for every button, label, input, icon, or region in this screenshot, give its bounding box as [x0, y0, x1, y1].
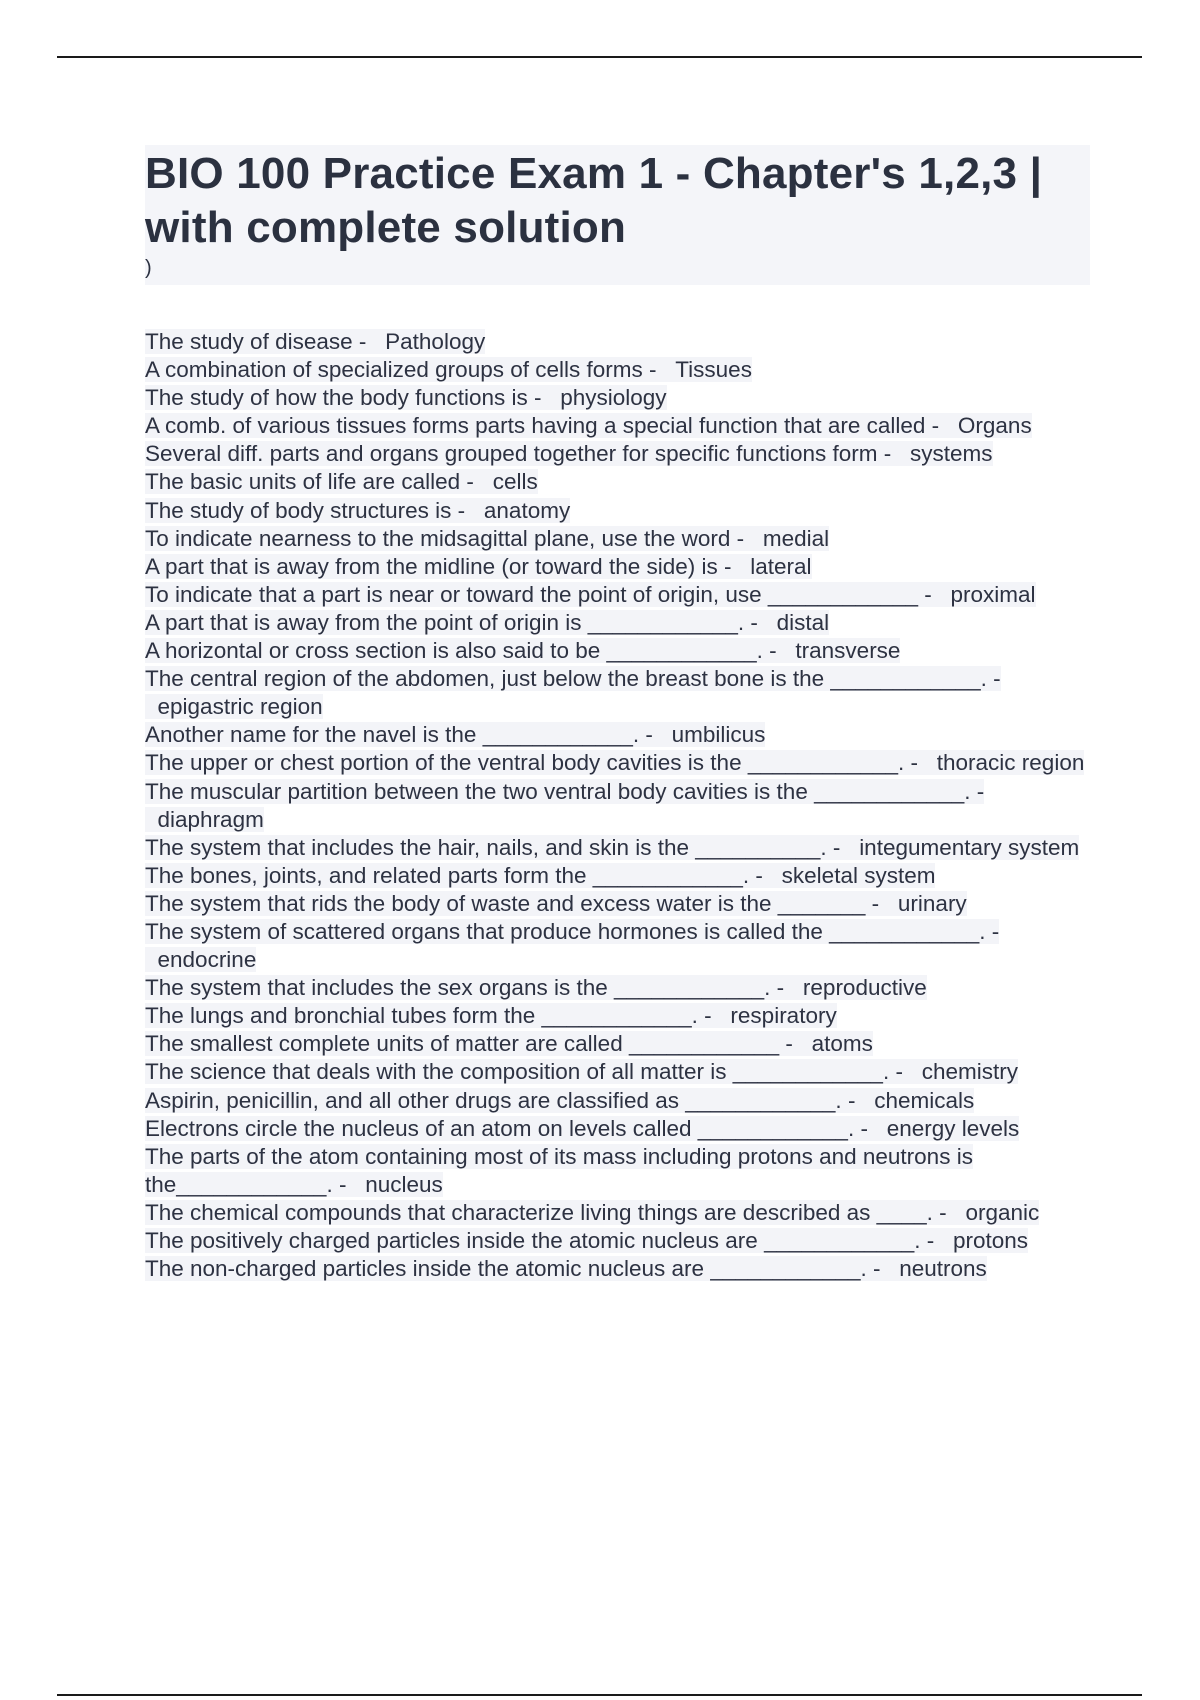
answer-text: umbilicus	[671, 722, 766, 748]
list-item	[145, 665, 1105, 721]
list-item-text	[145, 1256, 987, 1281]
list-item-text	[145, 863, 935, 888]
list-item	[145, 834, 1105, 862]
list-item-text	[145, 722, 765, 747]
list-item-text	[145, 750, 1084, 775]
list-item-text	[145, 526, 829, 551]
question-text: The smallest complete units of matter are called ____________ -	[145, 1031, 800, 1057]
answer-text: proximal	[950, 581, 1036, 607]
answer-text: epigastric region	[157, 694, 323, 720]
answer-text: organic	[965, 1199, 1040, 1225]
list-item-text	[145, 1116, 1019, 1141]
list-item-text	[145, 919, 999, 972]
answer-text: systems	[910, 441, 993, 467]
answer-text: energy levels	[886, 1115, 1020, 1141]
answer-text: neutrons	[899, 1256, 987, 1282]
list-item	[145, 1030, 1105, 1058]
list-item	[145, 356, 1105, 384]
answer-text: respiratory	[730, 1003, 837, 1029]
question-text: To indicate nearness to the midsagittal plane, use the word -	[145, 525, 751, 551]
list-item	[145, 1143, 1105, 1199]
list-item	[145, 749, 1105, 777]
list-item-text	[145, 582, 1036, 607]
question-text: The system that rids the body of waste and excess water is the _______ -	[145, 890, 886, 916]
question-text: The non-charged particles inside the atomic nucleus are ____________. -	[145, 1256, 887, 1282]
question-text: The positively charged particles inside the atomic nucleus are ____________. -	[145, 1228, 941, 1253]
answer-text: lateral	[750, 553, 812, 579]
list-item-text	[145, 1003, 837, 1028]
answer-text: chemistry	[921, 1059, 1018, 1085]
question-text: The basic units of life are called -	[145, 469, 481, 495]
question-text: The upper or chest portion of the ventral body cavities is the ____________. -	[145, 750, 925, 776]
list-item-text	[145, 610, 829, 635]
list-item-text	[145, 666, 1001, 719]
list-item-text	[145, 413, 1032, 438]
question-text: A part that is away from the midline (or toward the side) is -	[145, 553, 738, 579]
list-item	[145, 721, 1105, 749]
list-item-text	[145, 975, 927, 1000]
question-text: The central region of the abdomen, just below the breast bone is the ____________. -	[145, 666, 1001, 692]
list-item-text	[145, 1059, 1018, 1084]
question-text: The study of how the body functions is -	[145, 385, 548, 411]
list-item-text	[145, 385, 667, 410]
list-item	[145, 440, 1105, 468]
list-item	[145, 637, 1105, 665]
list-item-text	[145, 1088, 974, 1113]
list-item	[145, 778, 1105, 834]
answer-text: physiology	[560, 385, 667, 411]
answer-text: cells	[492, 469, 538, 495]
answer-text: distal	[776, 609, 830, 635]
answer-text: anatomy	[483, 497, 571, 523]
answer-text: reproductive	[802, 975, 927, 1001]
list-item	[145, 918, 1105, 974]
list-item	[145, 497, 1105, 525]
list-item-text	[145, 638, 900, 663]
list-item-text	[145, 891, 967, 916]
document-title: BIO 100 Practice Exam 1 - Chapter's 1,2,3 | with complete solution	[145, 149, 1043, 252]
list-item	[145, 1058, 1105, 1086]
list-item	[145, 581, 1105, 609]
list-item-text	[145, 554, 812, 579]
list-item	[145, 412, 1105, 440]
answer-text: integumentary system	[859, 834, 1080, 860]
title-block	[145, 145, 1090, 285]
question-text: Electrons circle the nucleus of an atom on levels called ____________. -	[145, 1115, 875, 1141]
answer-text: Tissues	[675, 357, 752, 383]
question-text: The chemical compounds that characterize living things are described as ____. -	[145, 1199, 953, 1225]
list-item	[145, 553, 1105, 581]
list-item-text	[145, 835, 1079, 860]
question-text: A horizontal or cross section is also said to be ____________. -	[145, 638, 783, 664]
list-item-text	[145, 357, 752, 382]
answer-text: chemicals	[874, 1087, 975, 1113]
list-item	[145, 862, 1105, 890]
list-item-text	[145, 1200, 1039, 1225]
answer-text: endocrine	[157, 947, 257, 973]
list-item	[145, 1199, 1105, 1227]
question-text: A part that is away from the point of origin is ____________. -	[145, 609, 765, 635]
question-text: The system that includes the sex organs is the ____________. -	[145, 975, 791, 1001]
document-subtitle: )	[145, 257, 152, 279]
question-text: A combination of specialized groups of cells forms -	[145, 357, 663, 383]
answer-text: urinary	[897, 890, 967, 916]
list-item-text	[145, 779, 984, 832]
answer-text: Organs	[957, 413, 1032, 439]
question-text: The study of disease -	[145, 329, 373, 354]
question-text: Aspirin, penicillin, and all other drugs are classified as ____________. -	[145, 1087, 862, 1113]
top-rule	[57, 56, 1142, 58]
question-text: The system of scattered organs that produce hormones is called the ____________. -	[145, 918, 1000, 944]
list-item-text	[145, 498, 570, 523]
question-text: The muscular partition between the two ventral body cavities is the ____________. -	[145, 778, 985, 804]
question-text: The bones, joints, and related parts form the ____________. -	[145, 862, 770, 888]
list-item	[145, 1227, 1105, 1255]
list-item	[145, 890, 1105, 918]
list-item-text	[145, 329, 485, 354]
question-text: The science that deals with the composition of all matter is ____________. -	[145, 1059, 910, 1085]
list-item	[145, 328, 1105, 356]
question-text: The lungs and bronchial tubes form the ____________. -	[145, 1003, 718, 1029]
list-item	[145, 468, 1105, 496]
question-text: To indicate that a part is near or toward the point of origin, use ____________ -	[145, 581, 939, 607]
question-answer-list	[145, 328, 1105, 1283]
list-item-text	[145, 1228, 1028, 1253]
list-item-text	[145, 1144, 973, 1197]
list-item	[145, 384, 1105, 412]
answer-text: medial	[762, 525, 830, 551]
list-item	[145, 1087, 1105, 1115]
answer-text: Pathology	[385, 329, 486, 354]
list-item	[145, 974, 1105, 1002]
answer-text: protons	[953, 1228, 1029, 1253]
answer-text: nucleus	[365, 1171, 443, 1197]
answer-text: atoms	[811, 1031, 873, 1057]
list-item	[145, 525, 1105, 553]
question-text: Another name for the navel is the ____________. -	[145, 722, 660, 748]
list-item-text	[145, 469, 538, 494]
list-item	[145, 609, 1105, 637]
answer-text: skeletal system	[781, 862, 936, 888]
answer-text: transverse	[795, 638, 901, 664]
list-item-text	[145, 441, 993, 466]
question-text: Several diff. parts and organs grouped together for specific functions form -	[145, 441, 898, 467]
list-item	[145, 1115, 1105, 1143]
list-item	[145, 1002, 1105, 1030]
question-text: The study of body structures is -	[145, 497, 472, 523]
answer-text: diaphragm	[157, 806, 264, 832]
answer-text: thoracic region	[936, 750, 1085, 776]
question-text: The parts of the atom containing most of its mass including protons and neutrons is the____________. -	[145, 1143, 973, 1197]
list-item-text	[145, 1031, 873, 1056]
bottom-rule	[57, 1694, 1142, 1696]
list-item	[145, 1255, 1105, 1283]
question-text: A comb. of various tissues forms parts having a special function that are called -	[145, 413, 946, 439]
question-text: The system that includes the hair, nails, and skin is the __________. -	[145, 834, 847, 860]
